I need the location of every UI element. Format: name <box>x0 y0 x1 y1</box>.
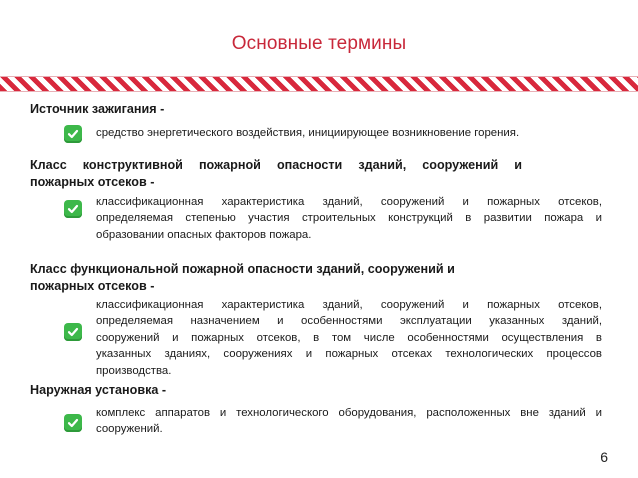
check-icon <box>64 125 82 143</box>
term-line: пожарных отсеков - <box>30 174 155 189</box>
definition-line: образовании опасных факторов пожара. <box>96 228 312 241</box>
term-line: Источник зажигания - <box>30 102 165 116</box>
page-number: 6 <box>600 449 608 465</box>
page-title: Основные термины <box>231 33 407 54</box>
term-line: пожарных отсеков - <box>30 278 155 293</box>
definition-line: комплекс аппаратов и технологического оборудования, расположенных вне зданий и <box>96 407 602 419</box>
definition-line: определяемая назначением и особенностями эксплуатации указанных зданий, <box>96 315 602 328</box>
definition-line: определяемая степенью участия строительных конструкций в развитии пожара и <box>96 212 602 225</box>
term-heading-functional-fire-hazard-class <box>30 261 522 294</box>
check-icon <box>64 414 82 432</box>
definition-line: классификационная характеристика зданий, сооружений и пожарных отсеков, <box>96 196 602 208</box>
term-line: Класс конструктивной пожарной опасности зданий, сооружений и <box>30 158 522 172</box>
definition-line: классификационная характеристика зданий, сооружений и пожарных отсеков, <box>96 299 602 311</box>
term-heading-structural-fire-hazard-class <box>30 157 522 190</box>
term-definition-outdoor-installation <box>96 405 602 438</box>
check-icon <box>64 323 82 341</box>
term-line: Наружная установка - <box>30 383 167 397</box>
term-definition-structural-fire-hazard-class <box>96 194 602 243</box>
check-icon <box>64 200 82 218</box>
definition-line: сооружений и пожарных отсеков, в том числе особенностями осуществления в <box>96 331 602 344</box>
term-definition-ignition-source <box>96 125 602 141</box>
definition-line: сооружений. <box>96 423 163 436</box>
decorative-striped-band <box>0 76 638 92</box>
term-line: Класс функциональной пожарной опасности зданий, сооружений и <box>30 262 455 276</box>
definition-line: производства. <box>96 364 172 377</box>
definition-line: указанных зданиях, сооружениях и пожарных отсеках технологических процессов <box>96 348 602 361</box>
definition-line: средство энергетического воздействия, инициирующее возникновение горения. <box>96 127 520 139</box>
term-heading-outdoor-installation <box>30 382 590 399</box>
term-definition-functional-fire-hazard-class <box>96 297 602 379</box>
term-heading-ignition-source <box>30 101 590 118</box>
